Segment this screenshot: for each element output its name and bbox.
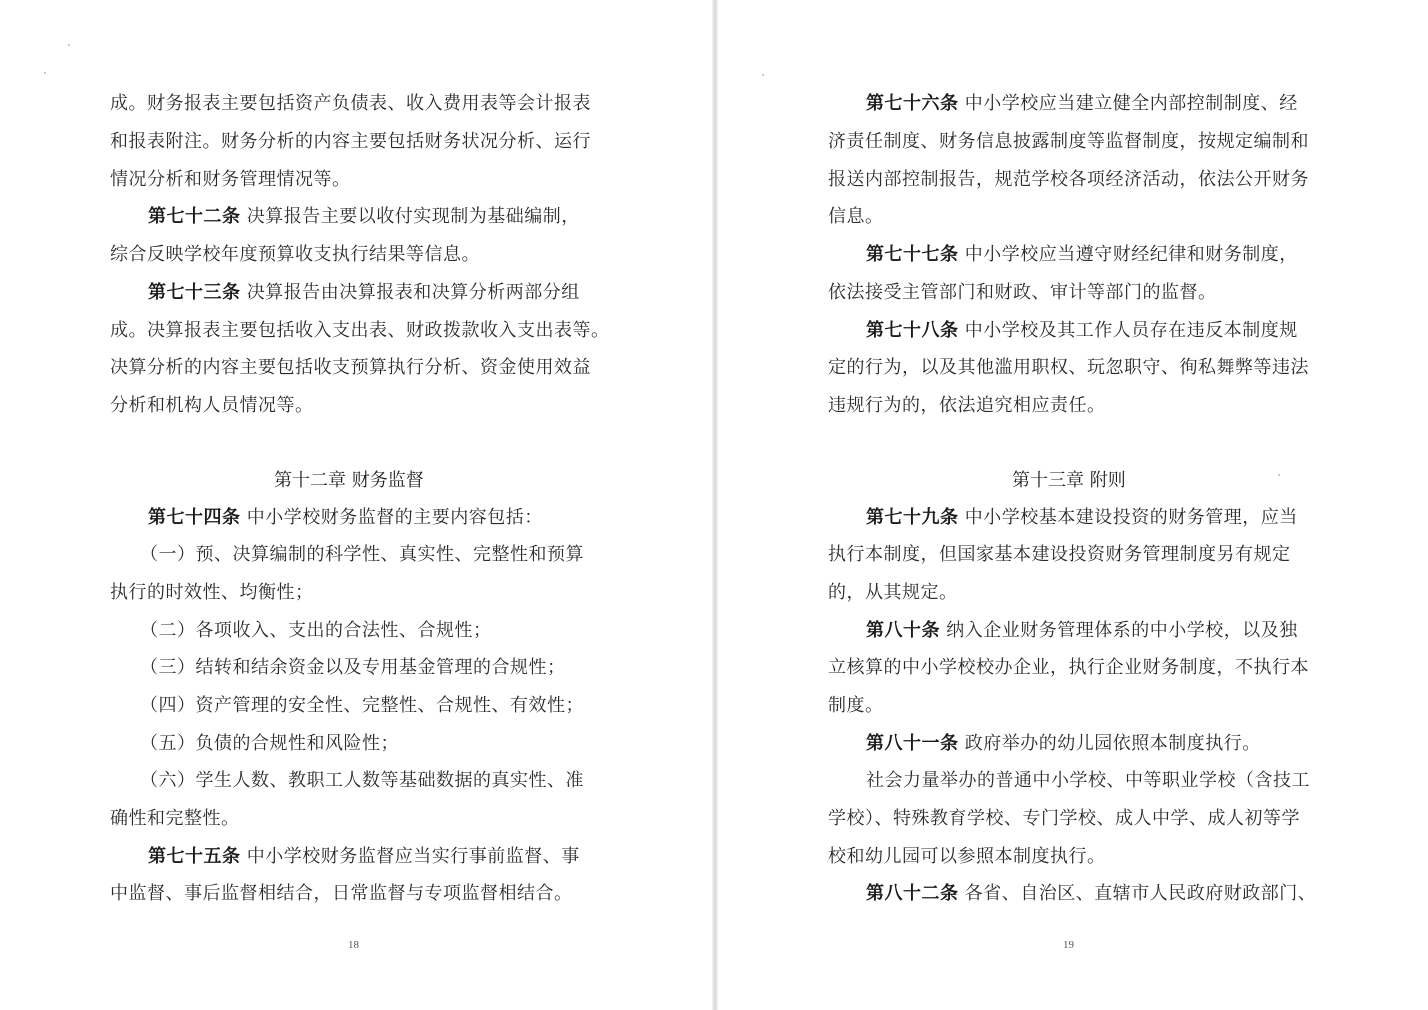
left-page xyxy=(0,0,712,1010)
article-label: 第七十六条 xyxy=(866,93,959,114)
article-line: 第七十五条 中小学校财务监督应当实行事前监督、事 xyxy=(148,846,580,867)
scan-speck xyxy=(68,44,70,46)
article-label: 第七十五条 xyxy=(148,846,241,867)
page-number: 19 xyxy=(1063,939,1074,951)
article-label: 第七十八条 xyxy=(866,320,959,341)
body-line: 中监督、事后监督相结合，日常监督与专项监督相结合。 xyxy=(110,883,573,904)
body-line: 违规行为的，依法追究相应责任。 xyxy=(828,395,1106,416)
article-line: 第七十三条 决算报告由决算报表和决算分析两部分组 xyxy=(148,282,580,303)
list-item: （二）各项收入、支出的合法性、合规性； xyxy=(140,620,492,641)
body-line: 制度。 xyxy=(828,695,884,716)
page-number: 18 xyxy=(348,939,359,951)
body-line: 信息。 xyxy=(828,206,884,227)
scan-speck xyxy=(1278,474,1280,476)
body-line: 确性和完整性。 xyxy=(110,808,240,829)
article-line: 第七十二条 决算报告主要以收付实现制为基础编制， xyxy=(148,206,580,227)
body-line: 学校）、特殊教育学校、专门学校、成人中学、成人初等学 xyxy=(828,808,1300,829)
article-line: 第八十条 纳入企业财务管理体系的中小学校，以及独 xyxy=(866,620,1298,641)
article-label: 第七十二条 xyxy=(148,206,241,227)
article-line: 第八十一条 政府举办的幼儿园依照本制度执行。 xyxy=(866,733,1261,754)
article-label: 第八十二条 xyxy=(866,883,959,904)
scan-speck xyxy=(44,72,46,74)
article-label: 第七十三条 xyxy=(148,282,241,303)
article-line: 第八十二条 各省、自治区、直辖市人民政府财政部门、 xyxy=(866,883,1317,904)
body-line: 成。决算报表主要包括收入支出表、财政拨款收入支出表等。 xyxy=(110,320,610,341)
chapter-heading: 第十二章 财务监督 xyxy=(274,470,424,491)
body-line: 立核算的中小学校校办企业，执行企业财务制度，不执行本 xyxy=(828,657,1309,678)
body-line: 执行的时效性、均衡性； xyxy=(110,582,314,603)
article-line: 第七十七条 中小学校应当遵守财经纪律和财务制度， xyxy=(866,244,1298,265)
body-line: 的，从其规定。 xyxy=(828,582,958,603)
body-line: 情况分析和财务管理情况等。 xyxy=(110,169,351,190)
body-line: 济责任制度、财务信息披露制度等监督制度，按规定编制和 xyxy=(828,131,1309,152)
body-line: 和报表附注。财务分析的内容主要包括财务状况分析、运行 xyxy=(110,131,591,152)
body-line: 决算分析的内容主要包括收支预算执行分析、资金使用效益 xyxy=(110,357,591,378)
body-line: 成。财务报表主要包括资产负债表、收入费用表等会计报表 xyxy=(110,93,591,114)
list-item: （四）资产管理的安全性、完整性、合规性、有效性； xyxy=(140,695,584,716)
article-label: 第八十一条 xyxy=(866,733,959,754)
list-item: （一）预、决算编制的科学性、真实性、完整性和预算 xyxy=(140,544,584,565)
list-item: （六）学生人数、教职工人数等基础数据的真实性、准 xyxy=(140,770,584,791)
article-label: 第八十条 xyxy=(866,620,940,641)
body-line: 执行本制度，但国家基本建设投资财务管理制度另有规定 xyxy=(828,544,1291,565)
body-line: 定的行为，以及其他滥用职权、玩忽职守、徇私舞弊等违法 xyxy=(828,357,1309,378)
list-item: （五）负债的合规性和风险性； xyxy=(140,733,399,754)
body-line: 依法接受主管部门和财政、审计等部门的监督。 xyxy=(828,282,1217,303)
right-page xyxy=(718,0,1428,1010)
list-item: （三）结转和结余资金以及专用基金管理的合规性； xyxy=(140,657,566,678)
article-line: 第七十四条 中小学校财务监督的主要内容包括： xyxy=(148,507,543,528)
article-label: 第七十七条 xyxy=(866,244,959,265)
scan-speck xyxy=(762,74,764,76)
body-line: 综合反映学校年度预算收支执行结果等信息。 xyxy=(110,244,480,265)
article-label: 第七十九条 xyxy=(866,507,959,528)
body-line: 报送内部控制报告，规范学校各项经济活动，依法公开财务 xyxy=(828,169,1309,190)
article-line: 第七十八条 中小学校及其工作人员存在违反本制度规 xyxy=(866,320,1298,341)
body-line: 社会力量举办的普通中小学校、中等职业学校（含技工 xyxy=(866,770,1310,791)
chapter-heading: 第十三章 附则 xyxy=(1012,470,1126,491)
body-line: 校和幼儿园可以参照本制度执行。 xyxy=(828,846,1106,867)
body-line: 分析和机构人员情况等。 xyxy=(110,395,314,416)
article-label: 第七十四条 xyxy=(148,507,241,528)
article-line: 第七十九条 中小学校基本建设投资的财务管理，应当 xyxy=(866,507,1298,528)
article-line: 第七十六条 中小学校应当建立健全内部控制制度、经 xyxy=(866,93,1298,114)
